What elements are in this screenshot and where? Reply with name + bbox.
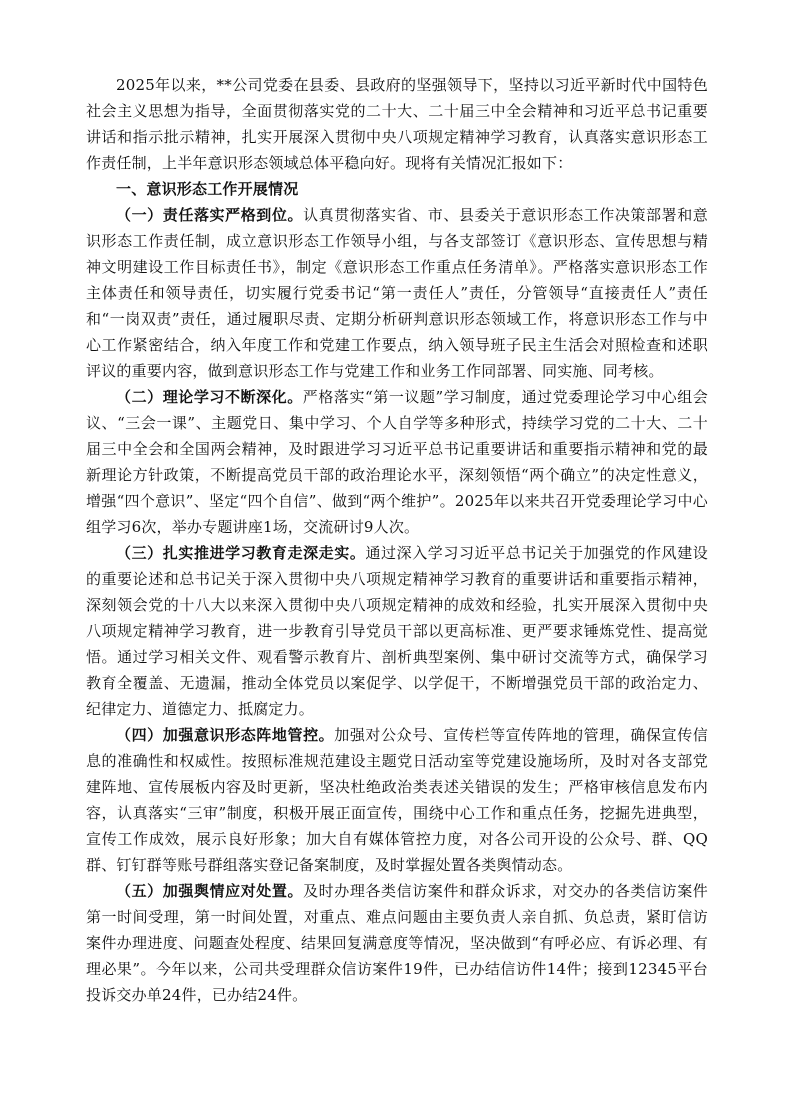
item-lead-2: （二）理论学习不断深化。 [116, 388, 303, 406]
item-body-3: 通过深入学习习近平总书记关于加强党的作风建设的重要论述和总书记关于深入贯彻中央八项规定精神学习教育的重要讲话和重要指示精神，深刻领会党的十八大以来深入贯彻中央八项规定精神的成效和经验，扎实开展深入贯彻中央八项规定精神学习教育，进一步教育引导党员干部以更高标准、更严要求锤炼党性、提高觉悟。通过学习相关文件、观看警示教育片、剖析典型案例、集中研讨交流等方式，确保学习教育全覆盖、无遗漏，推动全体党员以案促学、以学促干，不断增强党员干部的政治定力、纪律定力、道德定力、抵腐定力。 [86, 544, 709, 718]
item-paragraph-5 [86, 878, 708, 1008]
item-body-2: 严格落实“第一议题”学习制度，通过党委理论学习中心组会议、“三会一课”、主题党日、集中学习、个人自学等多种形式，持续学习党的二十大、二十届三中全会和全国两会精神，及时跟进学习习近平总书记重要讲话和重要指示精神和党的最新理论方针政策，不断提高党员干部的政治理论水平，深刻领悟“两个确立”的决定性意义，增强“四个意识”、坚定“四个自信”、做到“两个维护”。2025年以来共召开党委理论学习中心组学习6次，举办专题讲座1场，交流研讨9人次。 [86, 388, 708, 536]
item-paragraph-2 [86, 384, 708, 540]
intro-paragraph: 2025年以来，**公司党委在县委、县政府的坚强领导下，坚持以习近平新时代中国特色社会主义思想为指导，全面贯彻落实党的二十大、二十届三中全会精神和习近平总书记重要讲话和指示批示精神，扎实开展深入贯彻中央八项规定精神学习教育，认真落实意识形态工作责任制，上半年意识形态领域总体平稳向好。现将有关情况汇报如下： [86, 76, 708, 172]
item-body-5: 及时办理各类信访案件和群众诉求，对交办的各类信访案件第一时间受理，第一时间处置，对重点、难点问题由主要负责人亲自抓、负总责，紧盯信访案件办理进度、问题查处程度、结果回复满意度等情况，坚决做到“有呼必应、有诉必理、有理必果”。今年以来，公司共受理群众信访案件19件，已办结信访件14件；接到12345平台投诉交办单24件，已办结24件。 [86, 882, 709, 1004]
item-lead-5: （五）加强舆情应对处置。 [116, 882, 304, 900]
item-lead-1: （一）责任落实严格到位。 [116, 206, 304, 224]
section-heading: 一、意识形态工作开展情况 [116, 180, 299, 198]
item-paragraph-4 [86, 722, 708, 878]
item-lead-4: （四）加强意识形态阵地管控。 [116, 726, 335, 744]
document-page [86, 72, 708, 1008]
item-paragraph-3 [86, 540, 708, 722]
item-body-4: 加强对公众号、宣传栏等宣传阵地的管理，确保宣传信息的准确性和权威性。按照标准规范建设主题党日活动室等党建设施场所，及时对各支部党建阵地、宣传展板内容及时更新，坚决杜绝政治类表述关错误的发生；严格审核信息发布内容，认真落实“三审”制度，积极开展正面宣传，围绕中心工作和重点任务，挖掘先进典型，宣传工作成效，展示良好形象；加大自有媒体管控力度，对各公司开设的公众号、群、QQ群、钉钉群等账号群组落实登记备案制度，及时掌握处置各类舆情动态。 [86, 726, 708, 874]
item-lead-3: （三）扎实推进学习教育走深走实。 [116, 544, 366, 562]
item-body-1: 认真贯彻落实省、市、县委关于意识形态工作决策部署和意识形态工作责任制，成立意识形态工作领导小组，与各支部签订《意识形态、宣传思想与精神文明建设工作目标责任书》，制定《意识形态工作重点任务清单》。严格落实意识形态工作主体责任和领导责任，切实履行党委书记“第一责任人”责任，分管领导“直接责任人”责任和“一岗双责”责任，通过履职尽责、定期分析研判意识形态领域工作，将意识形态工作与中心工作紧密结合，纳入年度工作和党建工作要点，纳入领导班子民主生活会对照检查和述职评议的重要内容，做到意识形态工作与党建工作和业务工作同部署、同实施、同考核。 [86, 206, 709, 380]
item-paragraph-1 [86, 202, 708, 384]
